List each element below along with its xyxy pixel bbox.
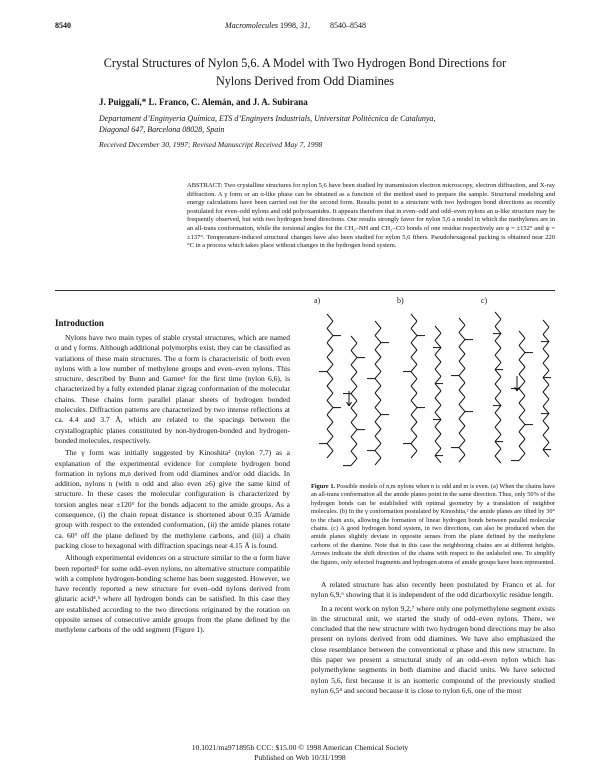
right-column bbox=[311, 580, 555, 696]
chain-bond bbox=[543, 435, 549, 442]
chain-bond bbox=[519, 410, 525, 417]
chain-bond bbox=[327, 343, 333, 350]
chain-bond bbox=[351, 408, 357, 415]
chain-bond bbox=[543, 370, 549, 377]
chain-bond bbox=[435, 362, 441, 369]
chain-bond bbox=[375, 357, 381, 364]
chain-bond bbox=[327, 328, 333, 335]
chain-bond bbox=[375, 364, 381, 371]
chain-bond bbox=[459, 440, 465, 447]
chain-bond bbox=[495, 420, 501, 427]
chain-bond bbox=[411, 451, 417, 458]
chain-bond bbox=[327, 372, 333, 379]
chain-bond bbox=[435, 348, 441, 355]
doi-line: 10.1021/ma971895b CCC: $15.00 © 1998 American Chemical Society bbox=[191, 743, 409, 752]
chain-bond bbox=[495, 413, 501, 420]
chain-bond bbox=[411, 321, 417, 328]
chain-bond bbox=[435, 448, 441, 455]
chain-bond bbox=[411, 364, 417, 371]
chain-bond bbox=[459, 376, 465, 383]
chain-bond bbox=[519, 439, 525, 446]
chain-bond bbox=[435, 427, 441, 434]
chain-bond bbox=[327, 386, 333, 393]
chain-bond bbox=[327, 364, 333, 371]
section-heading: Introduction bbox=[55, 318, 104, 328]
chain-bond bbox=[519, 446, 525, 453]
chain-bond bbox=[375, 328, 381, 335]
chain-bond bbox=[435, 391, 441, 398]
chain-bond bbox=[459, 354, 465, 361]
chain-bond bbox=[459, 433, 465, 440]
chain-bond bbox=[375, 422, 381, 429]
chain-bond bbox=[495, 341, 501, 348]
chain-bond bbox=[351, 415, 357, 422]
body-paragraph: A related structure has also recently been postulated by Franco et al. for nylon 6,9,⁶ showing that it is independent of the odd dicarboxylic residue length. bbox=[311, 580, 555, 600]
chain-bond bbox=[351, 336, 357, 343]
chain-bond bbox=[411, 357, 417, 364]
chain-bond bbox=[351, 437, 357, 444]
chain-bond bbox=[411, 444, 417, 451]
chain-bond bbox=[543, 450, 549, 457]
publication-date: Published on Web 10/31/1998 bbox=[254, 752, 346, 762]
chain-bond bbox=[495, 384, 501, 391]
chain-bond bbox=[543, 428, 549, 435]
chain-bond bbox=[459, 412, 465, 419]
chain-bond bbox=[435, 340, 441, 347]
chain-bond bbox=[435, 384, 441, 391]
chain-bond bbox=[519, 381, 525, 388]
chain-bond bbox=[327, 357, 333, 364]
chain-bond bbox=[459, 347, 465, 354]
chain-bond bbox=[327, 444, 333, 451]
chain-bond bbox=[435, 405, 441, 412]
chain-bond bbox=[519, 360, 525, 367]
chain-bond bbox=[375, 400, 381, 407]
chain-bond bbox=[375, 335, 381, 342]
intro-paragraph: Nylons have two main types of stable crystal structures, which are named α and γ forms. Although additional polymorphs exist, they can be classified as variations of these main structures. The α form is characteristic of both even nylons with a low number of methylene groups and even–even nylons. This structure, described by Bunn and Garner¹ for the first time (nylon 6,6), is characterized by a fully extended planar zigzag conformation of the molecular chains. These chains form parallel planar sheets of hydrogen bonded molecules. Diffraction patterns are characterized by two intense reflections at ca. 4.4 and 3.7 Å, which are related to the spacings between the crystallographic planes constituted by non-hydrogen-bonded and hydrogen-bonded molecules, respectively. bbox=[55, 333, 290, 445]
chain-bond bbox=[519, 425, 525, 432]
chain-bond bbox=[351, 394, 357, 401]
chain-bond bbox=[495, 348, 501, 355]
chain-bond bbox=[435, 456, 441, 463]
chain-bond bbox=[411, 350, 417, 357]
chain-bond bbox=[543, 406, 549, 413]
chain-bond bbox=[327, 321, 333, 328]
chain-bond bbox=[351, 343, 357, 350]
chain-bond bbox=[351, 365, 357, 372]
chain-bond bbox=[519, 417, 525, 424]
chain-bond bbox=[495, 427, 501, 434]
chain-bond bbox=[435, 412, 441, 419]
chain-bond bbox=[375, 436, 381, 443]
chain-bond bbox=[495, 406, 501, 413]
chain-bond bbox=[543, 363, 549, 370]
chain-bond bbox=[519, 389, 525, 396]
chain-bond bbox=[351, 422, 357, 429]
received-dates: Received December 30, 1997; Revised Manuscript Received May 7, 1998 bbox=[99, 140, 323, 149]
chain-bond bbox=[411, 400, 417, 407]
chain-bond bbox=[543, 342, 549, 349]
chain-bond bbox=[459, 325, 465, 332]
chain-bond bbox=[351, 458, 357, 465]
left-column bbox=[55, 333, 290, 636]
panel-label-a: a) bbox=[314, 296, 321, 305]
chain-bond bbox=[375, 458, 381, 465]
page-number: 8540 bbox=[55, 21, 71, 30]
chain-bond bbox=[519, 396, 525, 403]
chain-bond bbox=[411, 336, 417, 343]
chain-bond bbox=[327, 350, 333, 357]
chain-bond bbox=[543, 334, 549, 341]
chain-bond bbox=[459, 318, 465, 325]
chain-bond bbox=[411, 343, 417, 350]
chain-bond bbox=[543, 320, 549, 327]
chain-bond bbox=[327, 336, 333, 343]
chain-bond bbox=[327, 415, 333, 422]
chain-bond bbox=[459, 383, 465, 390]
chain-bond bbox=[351, 430, 357, 437]
figure-drawing bbox=[311, 296, 555, 481]
chain-bond bbox=[375, 379, 381, 386]
panel-label-c: c) bbox=[481, 296, 488, 305]
chain-bond bbox=[495, 319, 501, 326]
chain-bond bbox=[351, 401, 357, 408]
chain-bond bbox=[327, 436, 333, 443]
figure-1 bbox=[311, 296, 555, 481]
chain-bond bbox=[351, 444, 357, 451]
abstract: ABSTRACT: Two crystalline structures for nylon 5,6 have been studied by transmission electron microscopy, electron diffraction, and X-ray diffraction. A γ form or an α-like phase can be obtained as a function of the method used to prepare the sample. Structural modeling and energy calculations have been carried out for the second form. Results point to a structure with two hydrogen bond directions as recently postulated for even–odd nylons and odd polyoxamides. It appears therefore that in even–odd and odd–even nylons an α-like structure may be frequently observed, but with two hydrogen bond directions. Our results strongly favor for nylon 5,6 a model in which the methylenes are in an all-trans conformation, while the torsional angles for the CH₂–NH and CH₂–CO bonds of one residue respectively are φ = ±152° and ψ = ±137°. Temperature-induced structural changes have also been studied for nylon 5,6 fibers. Pseudohexagonal packing is obtained near 220 °C in a process which takes place without changes in the hydrogen bond system. bbox=[187, 182, 555, 250]
caption-text: Possible models of n,m nylons when n is odd and m is even. (a) When the chains have an all-trans conformation all the amide planes point in the same direction. Thus, only 50% of the hydrogen bonds can be established with optimal geometry by a translation of neighbor molecules. (b) In the γ conformation postulated by Kinoshita,² the amide planes are tilted by 30° to the chain axis, allowing the formation of linear hydrogen bonds between parallel molecular chains. (c) A good hydrogen bond system, in two directions, can also be produced when the amide planes slightly deviate in opposite senses from the plane defined by the methylene carbons of the diamine. Note that in this case the neighboring chains are at different heights. Arrows indicate the shift direction of the chains with respect to the unlabeled one. To simplify the figures, only selected fragments and hydrogen atoms of amide groups have been represented. bbox=[311, 483, 556, 566]
chain-bond bbox=[543, 356, 549, 363]
chain-bond bbox=[519, 367, 525, 374]
journal-name: Macromolecules bbox=[225, 21, 279, 30]
chain-bond bbox=[495, 449, 501, 456]
chain-bond bbox=[543, 414, 549, 421]
chain-bond bbox=[375, 371, 381, 378]
chain-bond bbox=[459, 455, 465, 462]
chain-bond bbox=[351, 358, 357, 365]
chain-bond bbox=[375, 429, 381, 436]
author-list: J. Puiggalí,* L. Franco, C. Alemán, and J. A. Subirana bbox=[99, 97, 308, 107]
chain-bond bbox=[495, 362, 501, 369]
figure-caption bbox=[311, 483, 555, 567]
chain-bond bbox=[459, 340, 465, 347]
chain-bond bbox=[327, 422, 333, 429]
journal-year: 1998, bbox=[280, 21, 299, 30]
panel-label-b: b) bbox=[397, 296, 404, 305]
chain-bond bbox=[327, 408, 333, 415]
chain-bond bbox=[327, 393, 333, 400]
chain-bond bbox=[411, 328, 417, 335]
chain-bond bbox=[375, 451, 381, 458]
chain-bond bbox=[495, 334, 501, 341]
chain-bond bbox=[375, 321, 381, 328]
chain-bond bbox=[351, 379, 357, 386]
chain-bond bbox=[411, 372, 417, 379]
chain-bond bbox=[519, 353, 525, 360]
chain-bond bbox=[495, 442, 501, 449]
chain-bond bbox=[495, 377, 501, 384]
intro-paragraph: Although experimental evidences on a structure similar to the α form have been reported³ for some odd–even nylons, no alternative structure compatible with a complete hydrogen-bonding scheme has been suggested. However, we have recently reported a new structure for even–odd nylons derived from glutaric acid⁴,⁵ where all hydrogen bonds can be satisfied. In this case they are established according to the two directions originated by the rotation on opposite senses of consecutive amide groups from the plane defined by the methylene carbons of the odd segment (Figure 1). bbox=[55, 553, 290, 635]
chain-bond bbox=[435, 434, 441, 441]
chain-bond bbox=[327, 314, 333, 321]
chain-bond bbox=[543, 442, 549, 449]
chain-bond bbox=[411, 386, 417, 393]
chain-bond bbox=[327, 451, 333, 458]
chain-bond bbox=[543, 421, 549, 428]
intro-paragraph: The γ form was initially suggested by Kinoshita² (nylon 7,7) as a explanation of the experimental evidence for complete hydrogen bond formation in nylons m,n derived from odd diamines and/or odd diacids. In addition, nylons n (with n odd and also even ≥6) give the same kind of structure. In these cases the molecular configuration is characterized by torsion angles near ±120° for the bonds adjacent to the amide groups. As a consequence, (i) the chain repeat distance is shortened about 0.35 Å/amide group with respect to the extended conformation, (ii) the amide planes rotate ca. 60° off the plane defined by the methylene carbons, and (iii) a chain packing close to hexagonal with diffraction spacings near 4.15 Å is found. bbox=[55, 448, 290, 550]
caption-label: Figure 1. bbox=[311, 483, 336, 490]
chain-bond bbox=[459, 332, 465, 339]
chain-bond bbox=[327, 429, 333, 436]
affiliation: Departament d’Enginyeria Química, ETS d’Enginyers Industrials, Universitat Politècnica de Catalunya, Diagonal 647, Barcelona 08028, Spain bbox=[99, 114, 436, 134]
section-divider bbox=[55, 290, 555, 291]
chain-bond bbox=[495, 326, 501, 333]
chain-bond bbox=[351, 451, 357, 458]
chain-bond bbox=[543, 385, 549, 392]
chain-bond bbox=[495, 398, 501, 405]
chain-bond bbox=[495, 391, 501, 398]
chain-bond bbox=[543, 378, 549, 385]
chain-bond bbox=[435, 376, 441, 383]
chain-bond bbox=[519, 432, 525, 439]
article-title: Crystal Structures of Nylon 5,6. A Model with Two Hydrogen Bond Directions for Nylons Derived from Odd Diamines bbox=[103, 56, 507, 88]
journal-volume: 31, bbox=[300, 21, 311, 30]
chain-bond bbox=[543, 392, 549, 399]
chain-bond bbox=[543, 327, 549, 334]
chain-bond bbox=[495, 456, 501, 463]
chain-bond bbox=[459, 404, 465, 411]
chain-bond bbox=[519, 374, 525, 381]
chain-bond bbox=[459, 448, 465, 455]
chain-bond bbox=[459, 390, 465, 397]
chain-bond bbox=[435, 355, 441, 362]
chain-bond bbox=[519, 453, 525, 460]
chain-bond bbox=[375, 415, 381, 422]
chain-bond bbox=[519, 403, 525, 410]
chain-bond bbox=[495, 370, 501, 377]
chain-bond bbox=[459, 361, 465, 368]
chain-bond bbox=[435, 326, 441, 333]
chain-bond bbox=[411, 436, 417, 443]
chain-bond bbox=[543, 349, 549, 356]
chain-bond bbox=[519, 338, 525, 345]
chain-bond bbox=[351, 372, 357, 379]
chain-bond bbox=[519, 345, 525, 352]
chain-bond bbox=[435, 441, 441, 448]
chain-bond bbox=[435, 333, 441, 340]
chain-bond bbox=[459, 426, 465, 433]
chain-bond bbox=[459, 397, 465, 404]
chain-bond bbox=[519, 331, 525, 338]
chain-bond bbox=[327, 379, 333, 386]
chain-bond bbox=[375, 386, 381, 393]
chain-bond bbox=[495, 434, 501, 441]
chain-bond bbox=[459, 368, 465, 375]
chain-bond bbox=[375, 393, 381, 400]
chain-bond bbox=[435, 369, 441, 376]
page-range: 8540–8548 bbox=[330, 21, 366, 30]
chain-bond bbox=[351, 386, 357, 393]
chain-bond bbox=[375, 350, 381, 357]
chain-bond bbox=[411, 314, 417, 321]
chain-bond bbox=[351, 350, 357, 357]
chain-bond bbox=[543, 399, 549, 406]
chain-bond bbox=[411, 393, 417, 400]
chain-bond bbox=[375, 343, 381, 350]
chain-bond bbox=[435, 398, 441, 405]
chain-bond bbox=[411, 422, 417, 429]
page-footer bbox=[0, 743, 600, 763]
chain-bond bbox=[411, 379, 417, 386]
journal-citation bbox=[225, 21, 310, 30]
chain-bond bbox=[411, 415, 417, 422]
chain-bond bbox=[495, 312, 501, 319]
chain-bond bbox=[435, 420, 441, 427]
chain-bond bbox=[327, 400, 333, 407]
chain-bond bbox=[375, 407, 381, 414]
body-paragraph: In a recent work on nylon 9,2,⁷ where only one polymethylene segment exists in the structural unit, we started the study of odd–even nylons. There, we concluded that the new structure with two hydrogen bond directions may be also present on nylons derived from odd diamines. We have also emphasized the close resemblance between the conventional α phase and this new structure. In this paper we present a structural study of an odd–even nylon which has polymethylene segments in both diamine and diacid units. We have selected nylon 5,6, first because it is an isomeric compound of the previously studied nylon 6,5⁴ and second because it is close to nylon 6,6, one of the most bbox=[311, 603, 555, 695]
chain-bond bbox=[411, 408, 417, 415]
chain-bond bbox=[459, 419, 465, 426]
chain-bond bbox=[375, 443, 381, 450]
chain-bond bbox=[411, 429, 417, 436]
chain-bond bbox=[495, 355, 501, 362]
